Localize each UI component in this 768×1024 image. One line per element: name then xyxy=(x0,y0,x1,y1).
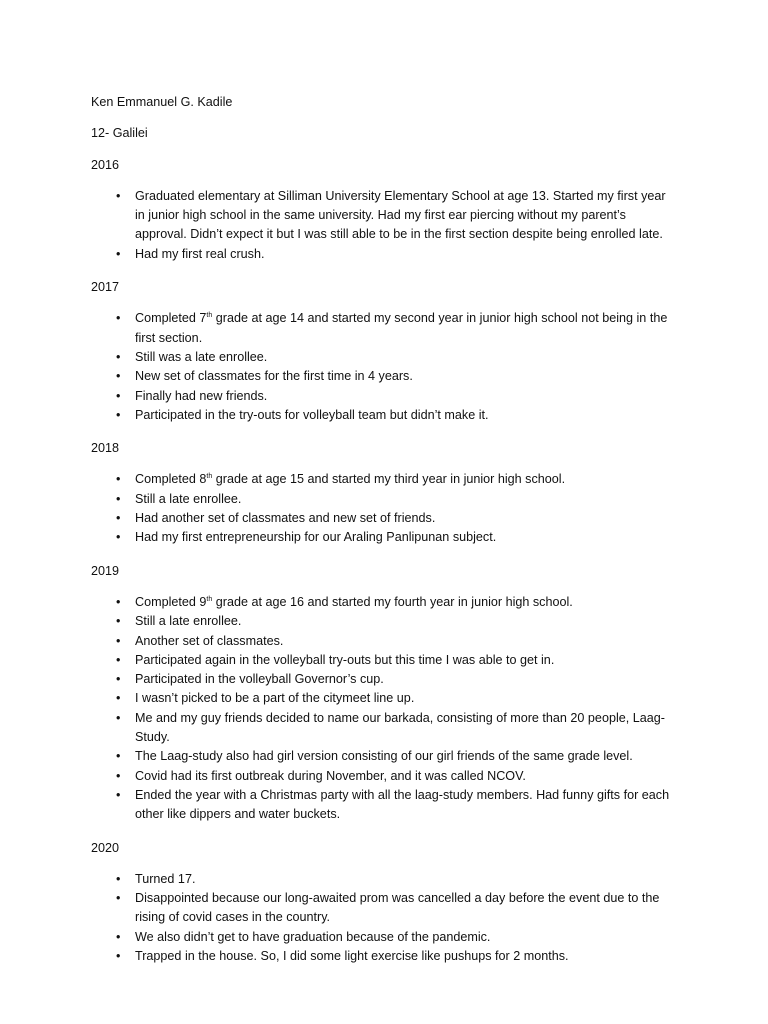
list-item xyxy=(91,470,691,489)
bullet-icon: • xyxy=(116,710,121,725)
list-item xyxy=(91,612,691,631)
list-item-line: Still a late enrollee. xyxy=(135,614,242,629)
list-item-line: Participated again in the volleyball try-outs but this time I was able to get in. xyxy=(135,652,555,667)
bullet-icon: • xyxy=(116,749,121,764)
list-item xyxy=(91,309,691,348)
list-item-line: Covid had its first outbreak during November, and it was called NCOV. xyxy=(135,768,526,783)
event-list xyxy=(91,309,691,425)
list-item-line: in junior high school in the same university. Had my first ear piercing without my parent’s xyxy=(135,208,626,223)
list-item-line: Had my first real crush. xyxy=(135,246,265,261)
list-item-line: New set of classmates for the first time in 4 years. xyxy=(135,369,413,384)
bullet-icon: • xyxy=(116,188,121,203)
bullet-icon: • xyxy=(116,787,121,802)
list-item-line: Turned 17. xyxy=(135,871,196,886)
list-item-line: rising of covid cases in the country. xyxy=(135,910,331,925)
list-item-line: Me and my guy friends decided to name our barkada, consisting of more than 20 people, Laag- xyxy=(135,710,665,725)
bullet-icon: • xyxy=(116,948,121,963)
bullet-icon: • xyxy=(116,388,121,403)
list-item xyxy=(91,889,691,928)
bullet-icon: • xyxy=(116,652,121,667)
list-item-line: Completed 9th grade at age 16 and started my fourth year in junior high school. xyxy=(135,594,573,609)
grade-section: 12- Galilei xyxy=(91,126,148,141)
list-item xyxy=(91,651,691,670)
list-item-line: We also didn’t get to have graduation because of the pandemic. xyxy=(135,929,491,944)
list-item xyxy=(91,187,691,245)
bullet-icon: • xyxy=(116,407,121,422)
list-item xyxy=(91,367,691,386)
timeline-sections xyxy=(91,156,691,967)
list-item xyxy=(91,870,691,889)
bullet-icon: • xyxy=(116,472,121,487)
list-item xyxy=(91,528,691,547)
year-heading: 2017 xyxy=(91,280,120,295)
list-item xyxy=(91,928,691,947)
list-item xyxy=(91,747,691,766)
list-item-line: Completed 8th grade at age 15 and started my third year in junior high school. xyxy=(135,472,566,487)
list-item xyxy=(91,767,691,786)
list-item-line: Study. xyxy=(135,730,170,745)
bullet-icon: • xyxy=(116,768,121,783)
bullet-icon: • xyxy=(116,349,121,364)
bullet-icon: • xyxy=(116,594,121,609)
list-item xyxy=(91,245,691,264)
list-item xyxy=(91,670,691,689)
list-item xyxy=(91,490,691,509)
year-heading: 2016 xyxy=(91,157,120,172)
list-item-line: Another set of classmates. xyxy=(135,633,284,648)
bullet-icon: • xyxy=(116,672,121,687)
event-list xyxy=(91,470,691,547)
bullet-icon: • xyxy=(116,246,121,261)
list-item-line: Still a late enrollee. xyxy=(135,491,242,506)
list-item-line: The Laag-study also had girl version consisting of our girl friends of the same grade level. xyxy=(135,749,633,764)
year-heading: 2020 xyxy=(91,840,120,855)
event-list xyxy=(91,187,691,264)
bullet-icon: • xyxy=(116,614,121,629)
list-item-line: Finally had new friends. xyxy=(135,388,268,403)
bullet-icon: • xyxy=(116,311,121,326)
list-item-line: I wasn’t picked to be a part of the citymeet line up. xyxy=(135,691,415,706)
list-item xyxy=(91,387,691,406)
bullet-icon: • xyxy=(116,491,121,506)
list-item-line: Participated in the volleyball Governor’s cup. xyxy=(135,672,384,687)
bullet-icon: • xyxy=(116,929,121,944)
list-item-line: first section. xyxy=(135,330,203,345)
author-name: Ken Emmanuel G. Kadile xyxy=(91,95,233,109)
event-list xyxy=(91,593,691,825)
list-item-line: Trapped in the house. So, I did some light exercise like pushups for 2 months. xyxy=(135,948,569,963)
bullet-icon: • xyxy=(116,891,121,906)
bullet-icon: • xyxy=(116,633,121,648)
year-heading: 2018 xyxy=(91,441,120,456)
event-list xyxy=(91,870,691,966)
list-item xyxy=(91,689,691,708)
list-item-line: Completed 7th grade at age 14 and started my second year in junior high school not being in the xyxy=(135,311,668,326)
bullet-icon: • xyxy=(116,511,121,526)
document-body xyxy=(91,93,691,980)
bullet-icon: • xyxy=(116,530,121,545)
list-item-line: Graduated elementary at Silliman University Elementary School at age 13. Started my first year xyxy=(135,188,666,203)
list-item xyxy=(91,348,691,367)
list-item-line: Participated in the try-outs for volleyball team but didn’t make it. xyxy=(135,407,489,422)
list-item xyxy=(91,786,691,825)
bullet-icon: • xyxy=(116,691,121,706)
list-item xyxy=(91,406,691,425)
list-item-line: other like dippers and water buckets. xyxy=(135,807,341,822)
list-item xyxy=(91,632,691,651)
list-item xyxy=(91,947,691,966)
list-item-line: Still was a late enrollee. xyxy=(135,349,268,364)
list-item xyxy=(91,509,691,528)
list-item-line: approval. Didn’t expect it but I was still able to be in the first section despite being enrolled late. xyxy=(135,227,663,242)
list-item-line: Had another set of classmates and new set of friends. xyxy=(135,511,436,526)
bullet-icon: • xyxy=(116,369,121,384)
bullet-icon: • xyxy=(116,871,121,886)
list-item xyxy=(91,593,691,612)
list-item-line: Disappointed because our long-awaited prom was cancelled a day before the event due to the xyxy=(135,891,660,906)
list-item xyxy=(91,709,691,748)
year-heading: 2019 xyxy=(91,563,120,578)
list-item-line: Ended the year with a Christmas party with all the laag-study members. Had funny gifts for each xyxy=(135,787,670,802)
list-item-line: Had my first entrepreneurship for our Araling Panlipunan subject. xyxy=(135,530,497,545)
